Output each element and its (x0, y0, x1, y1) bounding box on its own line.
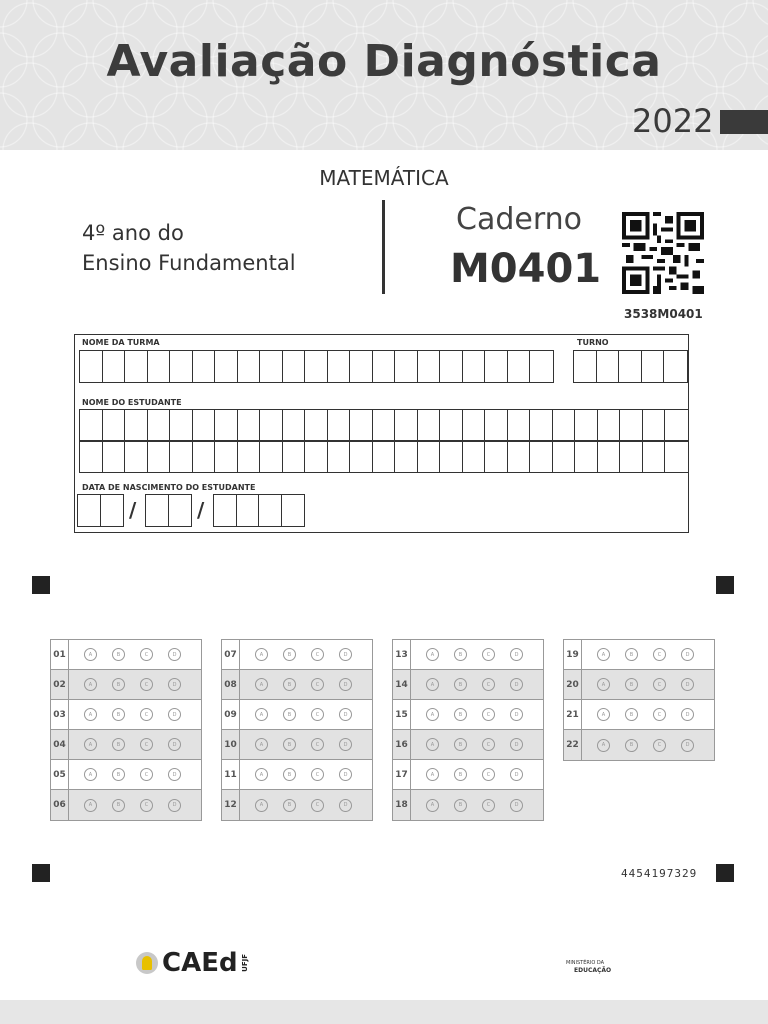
answer-bubbles (411, 738, 523, 751)
answer-bubble-b[interactable]: B (283, 738, 296, 751)
form-cell[interactable] (643, 410, 666, 441)
form-cell[interactable] (237, 495, 260, 526)
form-cell[interactable] (101, 495, 124, 526)
answer-bubbles (69, 708, 181, 721)
birth-month-field[interactable] (145, 494, 192, 527)
answer-bubble-a[interactable]: A (255, 708, 268, 721)
question-number: 19 (564, 640, 582, 669)
form-cell[interactable] (80, 410, 103, 441)
form-cell[interactable] (553, 410, 576, 441)
answer-column (50, 639, 202, 821)
form-cell[interactable] (463, 351, 486, 382)
question-number: 17 (393, 760, 411, 789)
form-cell[interactable] (305, 410, 328, 441)
form-cell[interactable] (78, 495, 101, 526)
answer-bubble-a[interactable]: A (84, 738, 97, 751)
answer-bubble-c[interactable]: C (311, 648, 324, 661)
form-cell[interactable] (283, 410, 306, 441)
form-cell[interactable] (260, 351, 283, 382)
answer-bubble-d[interactable]: D (510, 799, 523, 812)
answer-bubbles (582, 739, 694, 752)
answer-bubbles (240, 738, 352, 751)
form-cell[interactable] (418, 351, 441, 382)
form-cell[interactable] (373, 410, 396, 441)
form-cell[interactable] (508, 410, 531, 441)
answer-bubbles (240, 648, 352, 661)
question-number: 21 (564, 700, 582, 729)
student-name-field-row-1[interactable] (79, 409, 689, 442)
form-cell[interactable] (328, 351, 351, 382)
answer-bubble-c[interactable]: C (311, 678, 324, 691)
answer-bubble-c[interactable]: C (482, 678, 495, 691)
form-cell[interactable] (395, 351, 418, 382)
answer-bubbles (69, 799, 181, 812)
answer-row (51, 700, 201, 730)
answer-bubble-c[interactable]: C (311, 799, 324, 812)
answer-bubble-a[interactable]: A (255, 768, 268, 781)
answer-row (222, 730, 372, 760)
question-number: 06 (51, 790, 69, 820)
answer-bubble-b[interactable]: B (112, 648, 125, 661)
answer-bubble-b[interactable]: B (625, 708, 638, 721)
answer-row (393, 730, 543, 760)
form-cell[interactable] (148, 410, 171, 441)
form-cell[interactable] (193, 441, 216, 472)
answer-bubble-b[interactable]: B (454, 799, 467, 812)
form-cell[interactable] (463, 410, 486, 441)
question-number: 10 (222, 730, 240, 759)
answer-bubble-d[interactable]: D (339, 799, 352, 812)
answer-row (222, 670, 372, 700)
form-cell[interactable] (665, 441, 688, 472)
form-cell[interactable] (350, 410, 373, 441)
answer-bubble-b[interactable]: B (454, 648, 467, 661)
grade-line-2: Ensino Fundamental (82, 251, 296, 275)
answer-bubble-a[interactable]: A (426, 738, 439, 751)
answer-bubble-b[interactable]: B (454, 768, 467, 781)
question-number: 02 (51, 670, 69, 699)
question-number: 18 (393, 790, 411, 820)
birth-year-field[interactable] (213, 494, 305, 527)
form-cell[interactable] (620, 441, 643, 472)
form-cell[interactable] (282, 495, 305, 526)
student-info-form (74, 334, 689, 533)
form-cell[interactable] (665, 410, 688, 441)
answer-bubble-d[interactable]: D (168, 648, 181, 661)
form-cell[interactable] (169, 495, 192, 526)
answer-bubble-c[interactable]: C (653, 648, 666, 661)
answer-row (51, 790, 201, 820)
answer-bubble-b[interactable]: B (112, 738, 125, 751)
form-cell[interactable] (440, 441, 463, 472)
answer-bubbles (582, 648, 694, 661)
answer-row (564, 670, 714, 700)
form-cell[interactable] (350, 351, 373, 382)
page-title: Avaliação Diagnóstica (106, 36, 662, 87)
form-cell[interactable] (80, 351, 103, 382)
answer-bubbles (240, 678, 352, 691)
form-cell[interactable] (148, 351, 171, 382)
answer-bubble-a[interactable]: A (84, 678, 97, 691)
answer-bubble-d[interactable]: D (339, 708, 352, 721)
answer-bubble-d[interactable]: D (510, 768, 523, 781)
answer-bubble-d[interactable]: D (339, 648, 352, 661)
caed-logo-text: CAEd (162, 948, 238, 978)
answer-bubble-b[interactable]: B (625, 648, 638, 661)
question-number: 11 (222, 760, 240, 789)
answer-bubble-d[interactable]: D (168, 768, 181, 781)
answer-bubble-a[interactable]: A (597, 678, 610, 691)
answer-bubble-d[interactable]: D (681, 678, 694, 691)
form-cell[interactable] (597, 351, 620, 382)
answer-bubble-c[interactable]: C (140, 738, 153, 751)
qr-code-text: 3538M0401 (624, 307, 703, 321)
answer-row (393, 640, 543, 670)
form-cell[interactable] (530, 351, 553, 382)
form-cell[interactable] (530, 410, 553, 441)
answer-bubble-d[interactable]: D (510, 648, 523, 661)
answer-bubble-c[interactable]: C (653, 739, 666, 752)
answer-bubble-b[interactable]: B (283, 799, 296, 812)
form-cell[interactable] (125, 441, 148, 472)
form-cell[interactable] (214, 495, 237, 526)
form-cell[interactable] (664, 351, 687, 382)
answer-bubble-d[interactable]: D (168, 738, 181, 751)
form-cell[interactable] (146, 495, 169, 526)
shift-label: TURNO (577, 338, 609, 347)
form-cell[interactable] (463, 441, 486, 472)
question-number: 01 (51, 640, 69, 669)
grade-label (82, 218, 296, 278)
question-number: 13 (393, 640, 411, 669)
answer-bubble-d[interactable]: D (510, 678, 523, 691)
question-number: 22 (564, 730, 582, 760)
form-cell[interactable] (350, 441, 373, 472)
qr-code-icon (622, 212, 704, 294)
answer-bubble-a[interactable]: A (255, 648, 268, 661)
question-number: 05 (51, 760, 69, 789)
form-cell[interactable] (619, 351, 642, 382)
registration-mark (32, 864, 50, 882)
birth-date-label: DATA DE NASCIMENTO DO ESTUDANTE (82, 483, 256, 492)
question-number: 14 (393, 670, 411, 699)
answer-bubbles (411, 768, 523, 781)
answer-column (563, 639, 715, 761)
answer-bubble-b[interactable]: B (112, 768, 125, 781)
form-cell[interactable] (643, 441, 666, 472)
registration-mark (32, 576, 50, 594)
class-name-label: NOME DA TURMA (82, 338, 160, 347)
header-divider (382, 200, 385, 294)
form-cell[interactable] (485, 351, 508, 382)
caed-logo-sub: UFJF (240, 954, 249, 972)
answer-bubble-c[interactable]: C (482, 648, 495, 661)
answer-bubble-c[interactable]: C (482, 738, 495, 751)
form-cell[interactable] (238, 410, 261, 441)
answer-bubble-a[interactable]: A (426, 799, 439, 812)
answer-bubble-b[interactable]: B (112, 678, 125, 691)
shift-field[interactable] (573, 350, 688, 383)
form-cell[interactable] (193, 351, 216, 382)
answer-row (393, 790, 543, 820)
answer-bubble-a[interactable]: A (255, 678, 268, 691)
answer-row (222, 790, 372, 820)
answer-row (51, 760, 201, 790)
answer-bubbles (582, 708, 694, 721)
answer-bubble-a[interactable]: A (84, 799, 97, 812)
registration-mark (716, 864, 734, 882)
question-number: 16 (393, 730, 411, 759)
date-separator: / (129, 498, 137, 522)
answer-bubble-c[interactable]: C (482, 708, 495, 721)
answer-bubbles (69, 738, 181, 751)
answer-bubble-b[interactable]: B (454, 708, 467, 721)
year-bar-decoration (720, 110, 768, 134)
answer-bubble-a[interactable]: A (84, 648, 97, 661)
form-cell[interactable] (283, 351, 306, 382)
form-cell[interactable] (215, 351, 238, 382)
answer-bubble-d[interactable]: D (339, 738, 352, 751)
form-cell[interactable] (305, 441, 328, 472)
form-cell[interactable] (260, 441, 283, 472)
question-number: 04 (51, 730, 69, 759)
answer-bubbles (411, 648, 523, 661)
answer-bubbles (69, 768, 181, 781)
question-number: 12 (222, 790, 240, 820)
answer-bubble-c[interactable]: C (140, 768, 153, 781)
subject-title: MATEMÁTICA (319, 166, 449, 190)
answer-row (222, 640, 372, 670)
answer-bubbles (411, 708, 523, 721)
answer-row (393, 700, 543, 730)
answer-bubble-c[interactable]: C (140, 678, 153, 691)
answer-bubble-d[interactable]: D (339, 768, 352, 781)
footer-band (0, 1000, 768, 1024)
form-cell[interactable] (125, 410, 148, 441)
form-cell[interactable] (215, 441, 238, 472)
form-cell[interactable] (103, 410, 126, 441)
question-number: 07 (222, 640, 240, 669)
answer-bubble-d[interactable]: D (681, 648, 694, 661)
form-cell[interactable] (328, 410, 351, 441)
answer-bubble-c[interactable]: C (140, 648, 153, 661)
answer-bubble-a[interactable]: A (255, 799, 268, 812)
form-cell[interactable] (170, 410, 193, 441)
mec-line-2: EDUCAÇÃO (574, 967, 612, 974)
form-cell[interactable] (440, 351, 463, 382)
question-number: 03 (51, 700, 69, 729)
answer-bubble-b[interactable]: B (283, 678, 296, 691)
form-cell[interactable] (238, 351, 261, 382)
question-number: 20 (564, 670, 582, 699)
answer-bubble-c[interactable]: C (140, 799, 153, 812)
form-cell[interactable] (508, 441, 531, 472)
answer-bubble-d[interactable]: D (168, 678, 181, 691)
form-cell[interactable] (373, 441, 396, 472)
answer-bubble-b[interactable]: B (283, 648, 296, 661)
answer-bubble-d[interactable]: D (510, 708, 523, 721)
answer-bubbles (69, 648, 181, 661)
form-cell[interactable] (170, 441, 193, 472)
answer-row (393, 670, 543, 700)
answer-row (51, 730, 201, 760)
birth-day-field[interactable] (77, 494, 124, 527)
question-number: 08 (222, 670, 240, 699)
answer-bubble-b[interactable]: B (283, 708, 296, 721)
answer-bubbles (411, 678, 523, 691)
form-cell[interactable] (328, 441, 351, 472)
answer-bubble-a[interactable]: A (426, 768, 439, 781)
answer-bubble-d[interactable]: D (339, 678, 352, 691)
answer-bubbles (411, 799, 523, 812)
question-number: 15 (393, 700, 411, 729)
form-cell[interactable] (259, 495, 282, 526)
grade-line-1: 4º ano do (82, 221, 184, 245)
form-cell[interactable] (485, 441, 508, 472)
answer-row (222, 760, 372, 790)
answer-bubble-b[interactable]: B (454, 678, 467, 691)
answer-bubble-b[interactable]: B (625, 739, 638, 752)
answer-bubble-c[interactable]: C (482, 768, 495, 781)
answer-row (564, 730, 714, 760)
answer-bubble-c[interactable]: C (653, 678, 666, 691)
caed-logo-icon (136, 952, 158, 974)
form-cell[interactable] (80, 441, 103, 472)
mec-logo (566, 960, 611, 974)
caed-logo (136, 948, 249, 978)
answer-bubble-c[interactable]: C (482, 799, 495, 812)
answer-bubble-d[interactable]: D (681, 708, 694, 721)
year-label: 2022 (632, 102, 714, 140)
answer-bubble-a[interactable]: A (255, 738, 268, 751)
form-cell[interactable] (283, 441, 306, 472)
barcode-number: 4454197329 (621, 867, 698, 880)
answer-bubble-a[interactable]: A (426, 648, 439, 661)
form-cell[interactable] (125, 351, 148, 382)
answer-bubbles (240, 708, 352, 721)
answer-bubble-a[interactable]: A (597, 739, 610, 752)
answer-row (564, 700, 714, 730)
answer-bubbles (582, 678, 694, 691)
form-cell[interactable] (575, 441, 598, 472)
answer-bubble-a[interactable]: A (426, 678, 439, 691)
answer-bubbles (69, 678, 181, 691)
answer-bubble-a[interactable]: A (84, 768, 97, 781)
answer-bubbles (240, 768, 352, 781)
answer-bubbles (240, 799, 352, 812)
answer-bubble-a[interactable]: A (597, 708, 610, 721)
form-cell[interactable] (103, 441, 126, 472)
date-separator: / (197, 498, 205, 522)
form-cell[interactable] (395, 441, 418, 472)
form-cell[interactable] (598, 410, 621, 441)
answer-bubble-b[interactable]: B (112, 799, 125, 812)
answer-bubble-a[interactable]: A (426, 708, 439, 721)
student-name-label: NOME DO ESTUDANTE (82, 398, 182, 407)
form-cell[interactable] (642, 351, 665, 382)
form-cell[interactable] (260, 410, 283, 441)
booklet-code: M0401 (450, 246, 602, 292)
form-cell[interactable] (530, 441, 553, 472)
form-cell[interactable] (574, 351, 597, 382)
form-cell[interactable] (193, 410, 216, 441)
booklet-label: Caderno (456, 202, 583, 237)
registration-mark (716, 576, 734, 594)
form-cell[interactable] (238, 441, 261, 472)
form-cell[interactable] (418, 410, 441, 441)
answer-row (222, 700, 372, 730)
answer-bubble-b[interactable]: B (454, 738, 467, 751)
answer-column (392, 639, 544, 821)
form-cell[interactable] (485, 410, 508, 441)
answer-column (221, 639, 373, 821)
answer-bubble-d[interactable]: D (510, 738, 523, 751)
form-cell[interactable] (575, 410, 598, 441)
form-cell[interactable] (553, 441, 576, 472)
form-cell[interactable] (103, 351, 126, 382)
answer-bubble-c[interactable]: C (311, 738, 324, 751)
answer-bubble-d[interactable]: D (168, 799, 181, 812)
student-name-field-row-2[interactable] (79, 440, 689, 473)
form-cell[interactable] (440, 410, 463, 441)
answer-row (51, 640, 201, 670)
answer-bubble-d[interactable]: D (168, 708, 181, 721)
question-number: 09 (222, 700, 240, 729)
answer-bubble-b[interactable]: B (283, 768, 296, 781)
answer-bubble-a[interactable]: A (597, 648, 610, 661)
mec-line-1: MINISTÉRIO DA (566, 960, 605, 966)
class-name-field[interactable] (79, 350, 554, 383)
form-cell[interactable] (620, 410, 643, 441)
form-cell[interactable] (148, 441, 171, 472)
answer-row (51, 670, 201, 700)
answer-bubble-a[interactable]: A (84, 708, 97, 721)
form-cell[interactable] (418, 441, 441, 472)
answer-bubble-d[interactable]: D (681, 739, 694, 752)
answer-bubble-b[interactable]: B (625, 678, 638, 691)
answer-bubble-c[interactable]: C (311, 708, 324, 721)
form-cell[interactable] (373, 351, 396, 382)
form-cell[interactable] (215, 410, 238, 441)
form-cell[interactable] (395, 410, 418, 441)
form-cell[interactable] (170, 351, 193, 382)
answer-bubble-c[interactable]: C (653, 708, 666, 721)
answer-row (564, 640, 714, 670)
answer-row (393, 760, 543, 790)
answer-bubble-c[interactable]: C (140, 708, 153, 721)
form-cell[interactable] (508, 351, 531, 382)
form-cell[interactable] (598, 441, 621, 472)
answer-bubble-b[interactable]: B (112, 708, 125, 721)
form-cell[interactable] (305, 351, 328, 382)
answer-bubble-c[interactable]: C (311, 768, 324, 781)
